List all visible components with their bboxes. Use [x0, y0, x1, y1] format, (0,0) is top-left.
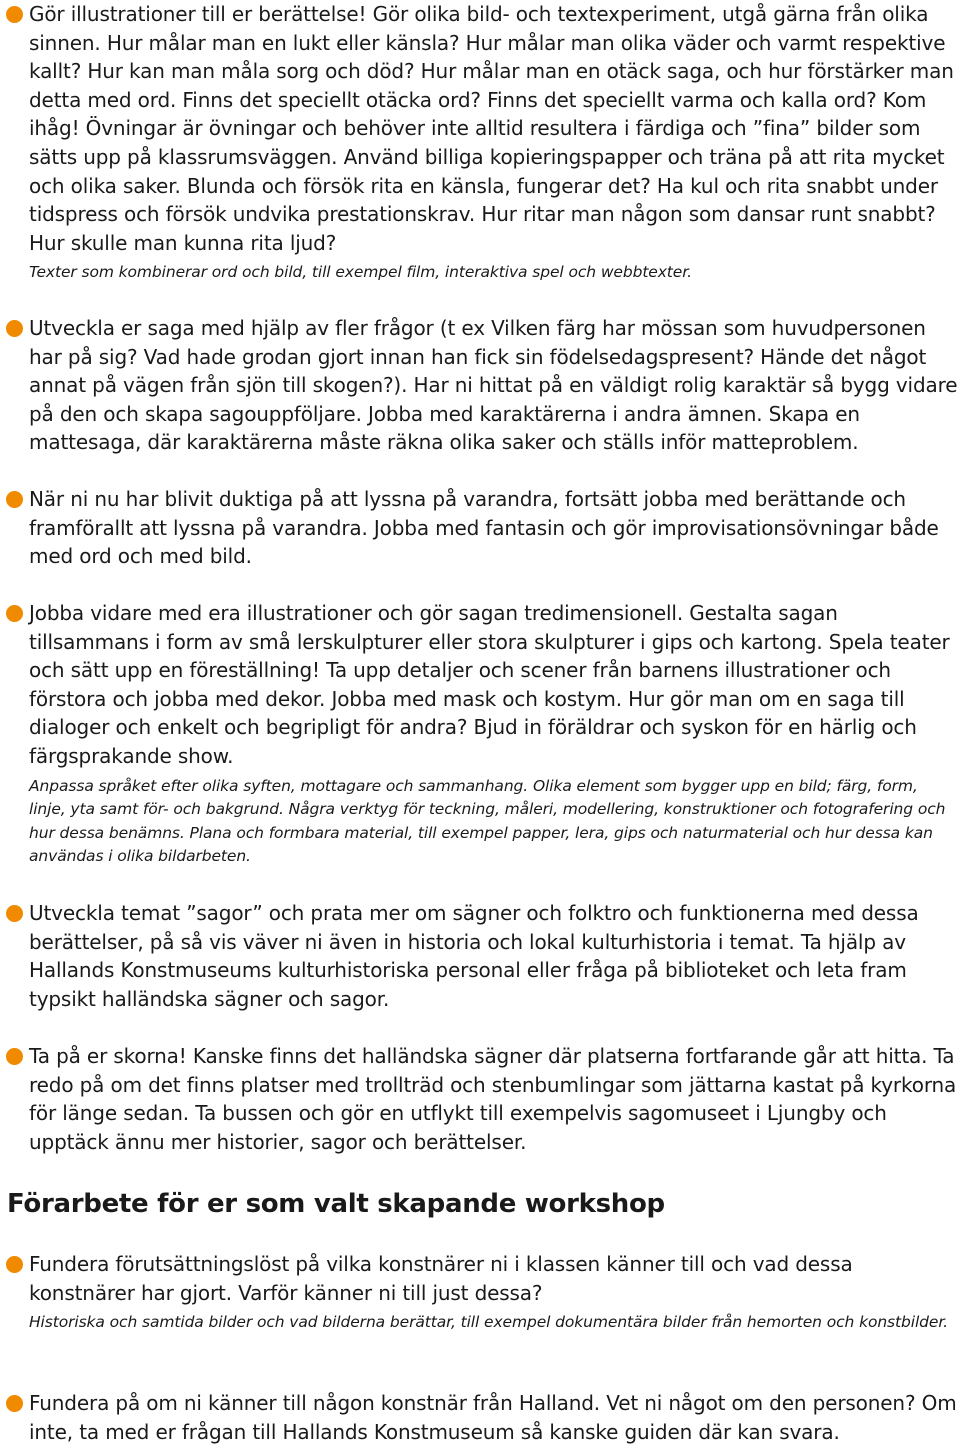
section-text: Fundera på om ni känner till någon konstnär från Halland. Vet ni något om den personen? Om inte, ta med er frågan till Hallands Konstmuseum så kanske guiden där kan svara. — [29, 1391, 957, 1444]
section-text: Utveckla temat ”sagor” och prata mer om sägner och folktro och funktionerna med dessa berättelser, på så vis väver ni även in historia och lokal kulturhistoria i temat. Ta hjälp av Hallands Konstmuseums kulturhistoriska personal eller fråga på biblioteket och leta fram typsikt halländska sägner och sagor. — [29, 901, 919, 1011]
section-text: När ni nu har blivit duktiga på att lyssna på varandra, fortsätt jobba med berättande och framförallt att lyssna på varandra. Jobba med fantasin och gör improvisationsövningar både med ord och med bild. — [29, 487, 939, 569]
orange-bullet-icon — [6, 491, 23, 508]
orange-bullet-icon — [6, 1256, 23, 1273]
section-text: Fundera förutsättningslöst på vilka konstnärer ni i klassen känner till och vad dessa konstnärer har gjort. Varför känner ni till just dessa? — [29, 1252, 853, 1305]
section-halland-artist — [0, 1389, 958, 1446]
section-heading: Förarbete för er som valt skapande workshop — [7, 1189, 665, 1219]
section-illustrations — [0, 0, 958, 285]
section-text: Utveckla er saga med hjälp av fler frågor (t ex Vilken färg har mössan som huvudpersonen har på sig? Vad hade grodan gjort innan han fick sin födelsedagspresent? Hände det något annat på vägen från sjön till skogen?). Har ni hittat på en väldigt rolig karaktär så bygg vidare på den och skapa sagouppföljare. Jobba med karaktärerna i andra ämnen. Skapa en mattesaga, där karaktärerna måste räkna olika saker och ställs inför matteproblem. — [29, 316, 958, 455]
section-text: Jobba vidare med era illustrationer och gör sagan tredimensionell. Gestalta sagan tillsammans i form av små lerskulpturer eller stora skulpturer i gips och kartong. Spela teater och sätt upp en föreställning! Ta upp detaljer och scener från barnens illustrationer och förstora och jobba med dekor. Jobba med mask och kostym. Hur gör man om en saga till dialoger och enkelt och begripligt för andra? Bjud in föräldrar och syskon för en härlig och färgsprakande show. — [29, 601, 950, 768]
section-three-dimensional — [0, 599, 958, 869]
section-known-artists — [0, 1250, 958, 1335]
curriculum-note: Historiska och samtida bilder och vad bilderna berättar, till exempel dokumentära bilder från hemorten och konstbilder. — [29, 1313, 949, 1332]
orange-bullet-icon — [6, 605, 23, 622]
orange-bullet-icon — [6, 1395, 23, 1412]
section-develop-story — [0, 314, 958, 457]
orange-bullet-icon — [6, 6, 23, 23]
orange-bullet-icon — [6, 1048, 23, 1065]
section-excursion — [0, 1042, 958, 1156]
section-legends — [0, 899, 958, 1013]
orange-bullet-icon — [6, 905, 23, 922]
section-listening — [0, 485, 958, 571]
orange-bullet-icon — [6, 320, 23, 337]
section-text: Gör illustrationer till er berättelse! Gör olika bild- och textexperiment, utgå gärna från olika sinnen. Hur målar man en lukt eller känsla? Hur målar man olika väder och varmt respektive kallt? Hur kan man måla sorg och död? Hur målar man en otäck saga, och hur förstärker man detta med ord. Finns det speciellt otäcka ord? Finns det speciellt varma och kalla ord? Kom ihåg! Övningar är övningar och behöver inte alltid resultera i färdiga och ”fina” bilder som sätts upp på klassrumsväggen. Använd billiga kopieringspapper och träna på att rita mycket och olika saker. Blunda och försök rita en känsla, fungerar det? Ha kul och rita snabbt under tidspress och försök undvika prestationskrav. Hur ritar man någon som dansar runt snabbt? Hur skulle man kunna rita ljud? — [29, 2, 954, 255]
curriculum-note: Anpassa språket efter olika syften, mottagare och sammanhang. Olika element som bygger upp en bild; färg, form, linje, yta samt för- och bakgrund. Några verktyg för teckning, måleri, modellering, konstruktioner och fotografering och hur dessa benämns. Plana och formbara material, till exempel papper, lera, gips och naturmaterial och hur dessa kan användas i olika bildarbeten. — [29, 776, 946, 866]
section-text: Ta på er skorna! Kanske finns det halländska sägner där platserna fortfarande går att hitta. Ta redo på om det finns platser med trollträd och stenbumlingar som jättarna kastat på kyrkorna för länge sedan. Ta bussen och gör en utflykt till exempelvis sagomuseet i Ljungby och upptäck ännu mer historier, sagor och berättelser. — [29, 1044, 957, 1154]
curriculum-note: Texter som kombinerar ord och bild, till exempel film, interaktiva spel och webbtexter. — [29, 263, 692, 282]
